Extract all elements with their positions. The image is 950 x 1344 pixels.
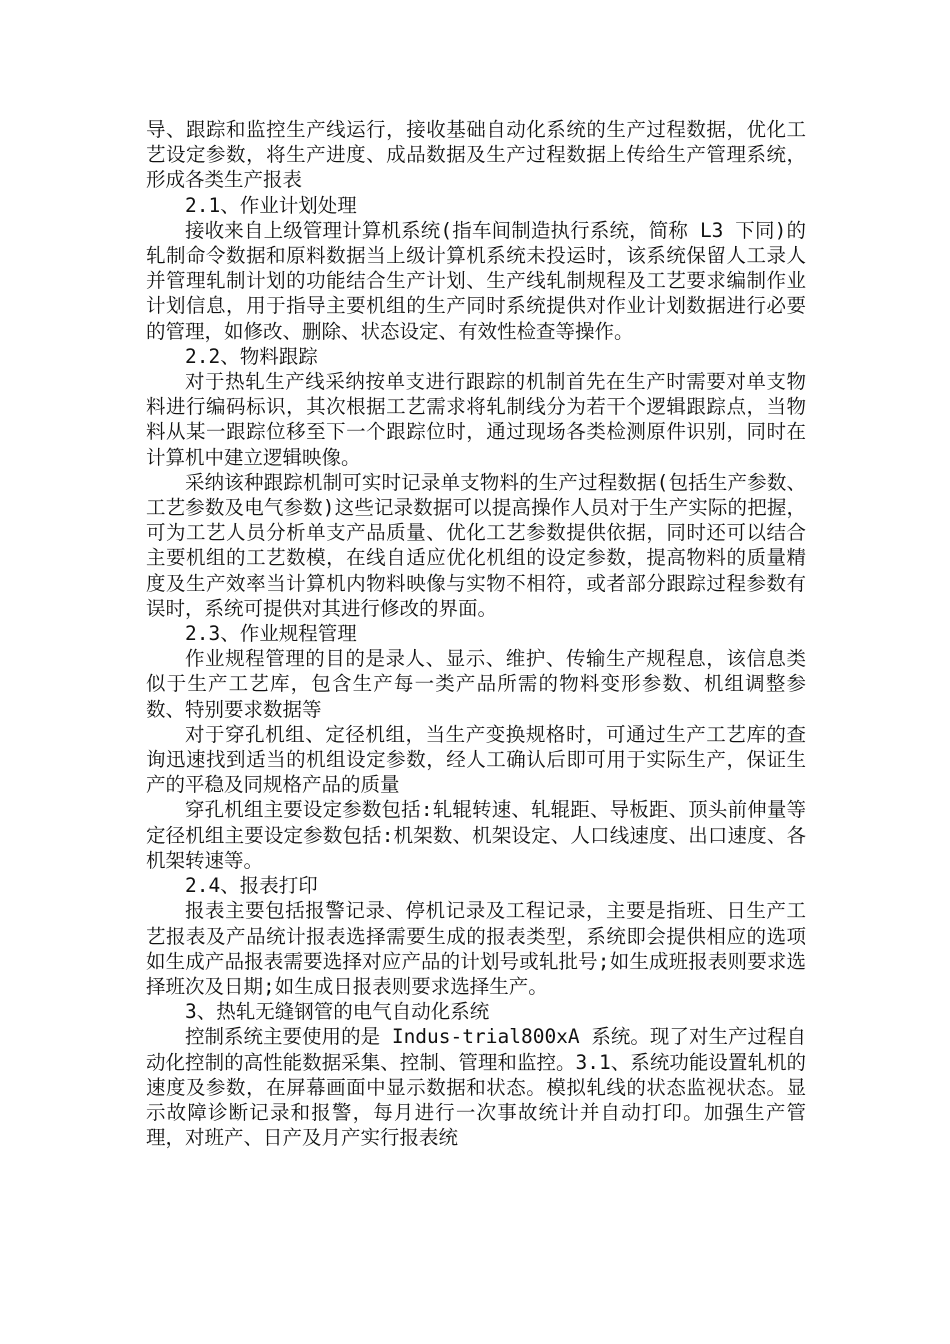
body-paragraph: 对于热轧生产线采纳按单支进行跟踪的机制首先在生产时需要对单支物料进行编码标识，其次根据工艺需求将轧制线分为若干个逻辑跟踪点，当物料从某一跟踪位移至下一个跟踪位时，通过现场各类检测原件识别，同时在计算机中建立逻辑映像。 — [146, 370, 806, 469]
document-page — [146, 117, 806, 1150]
body-paragraph: 采纳该种跟踪机制可实时记录单支物料的生产过程数据(包括生产参数、工艺参数及电气参数)这些记录数据可以提高操作人员对于生产实际的把握，可为工艺人员分析单支产品质量、优化工艺参数提供依据，同时还可以结合主要机组的工艺数模，在线自适应优化机组的设定参数，提高物料的质量精度及生产效率当计算机内物料映像与实物不相符，或者部分跟踪过程参数有误时，系统可提供对其进行修改的界面。 — [146, 470, 806, 620]
body-paragraph: 报表主要包括报警记录、停机记录及工程记录，主要是指班、日生产工艺报表及产品统计报表选择需要生成的报表类型，系统即会提供相应的选项如生成产品报表需要选择对应产品的计划号或轧批号;如生成班报表则要求选择班次及日期;如生成日报表则要求选择生产。 — [146, 899, 806, 998]
section-heading: 2.3、作业规程管理 — [185, 622, 357, 646]
body-paragraph: 作业规程管理的目的是录人、显示、维护、传输生产规程息，该信息类似于生产工艺库，包含生产每一类产品所需的物料变形参数、机组调整参数、特别要求数据等 — [146, 647, 806, 721]
section-heading: 2.4、报表打印 — [185, 874, 318, 898]
body-paragraph: 对于穿孔机组、定径机组，当生产变换规格时，可通过生产工艺库的查询迅速找到适当的机组设定参数，经人工确认后即可用于实际生产，保证生产的平稳及同规格产品的质量 — [146, 722, 806, 797]
section-heading: 2.1、作业计划处理 — [185, 193, 357, 217]
body-paragraph: 接收来自上级管理计算机系统(指车间制造执行系统，简称 L3 下同)的轧制命令数据和原料数据当上级计算机系统未投运时，该系统保留人工录人并管理轧制计划的功能结合生产计划、生产线轧制规程及工艺要求编制作业计划信息，用于指导主要机组的生产同时系统提供对作业计划数据进行必要的管理，如修改、删除、状态设定、有效性检查等操作。 — [146, 218, 806, 343]
section-heading: 3、热轧无缝钢管的电气自动化系统 — [185, 1000, 490, 1024]
body-paragraph: 穿孔机组主要设定参数包括:轧辊转速、轧辊距、导板距、顶头前伸量等定径机组主要设定参数包括:机架数、机架设定、人口线速度、出口速度、各机架转速等。 — [146, 798, 806, 872]
body-paragraph: 导、跟踪和监控生产线运行，接收基础自动化系统的生产过程数据，优化工艺设定参数，将生产进度、成品数据及生产过程数据上传给生产管理系统，形成各类生产报表 — [146, 118, 806, 192]
body-paragraph: 控制系统主要使用的是 Indus-trial800xA 系统。现了对生产过程自动化控制的高性能数据采集、控制、管理和监控。3.1、系统功能设置轧机的速度及参数，在屏幕画面中显示数据和状态。模拟轧线的状态监视状态。显示故障诊断记录和报警，每月进行一次事故统计并自动打印。加强生产管理，对班产、日产及月产实行报表统 — [146, 1025, 806, 1150]
section-heading: 2.2、物料跟踪 — [185, 344, 318, 368]
